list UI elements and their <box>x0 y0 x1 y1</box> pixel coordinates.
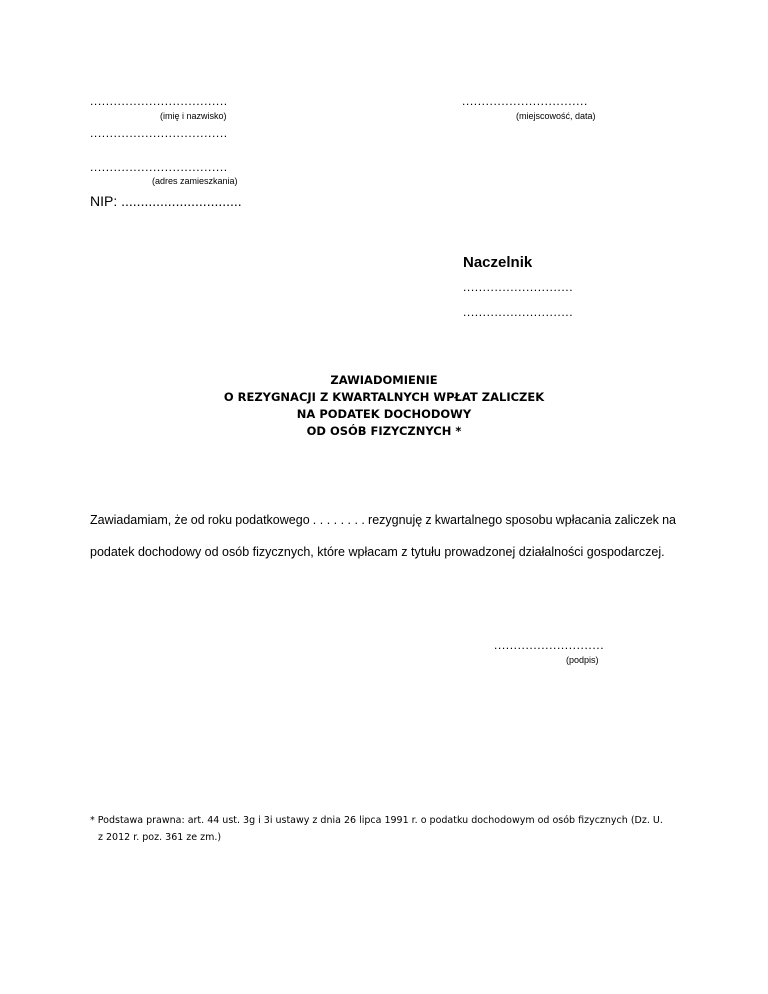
signature-caption: (podpis) <box>566 655 599 665</box>
body-word: z <box>425 513 432 527</box>
heading-line-4: OD OSÓB FIZYCZNYCH * <box>306 424 462 438</box>
body-word: roku <box>207 513 233 527</box>
recipient-field-line-2[interactable]: ............................ <box>463 305 574 319</box>
name-field-line[interactable]: ................................... <box>90 94 228 108</box>
address-field-line-2[interactable]: ................................... <box>90 160 228 174</box>
body-word: Zawiadamiam, <box>90 513 172 527</box>
recipient-field-line-1[interactable]: ............................ <box>463 280 574 294</box>
document-heading <box>0 372 768 440</box>
signature-field-line[interactable]: ............................ <box>494 638 605 652</box>
body-word: podatkowego <box>235 513 310 527</box>
recipient-title: Naczelnik <box>463 254 533 271</box>
footnote <box>90 812 663 846</box>
footnote-line-2: z 2012 r. poz. 361 ze zm.) <box>98 832 222 843</box>
place-date-caption: (miejscowość, data) <box>516 111 596 121</box>
heading-line-1: ZAWIADOMIENIE <box>330 373 438 387</box>
address-field-line-1[interactable]: ................................... <box>90 126 228 140</box>
footnote-line-1: * Podstawa prawna: art. 44 ust. 3g i 3i ustawy z dnia 26 lipca 1991 r. o podatku dochodowym od osób fizycznych (Dz. U. <box>90 815 663 826</box>
nip-field[interactable]: NIP: ............................... <box>90 193 242 209</box>
body-word: wpłacania <box>555 513 612 527</box>
name-caption: (imię i nazwisko) <box>160 111 227 121</box>
body-word: zaliczek <box>614 513 659 527</box>
body-word: na <box>662 513 676 527</box>
body-line-2: podatek dochodowy od osób fizycznych, które wpłacam z tytułu prowadzonej działalności gospodarczej. <box>90 545 665 559</box>
address-caption: (adres zamieszkania) <box>152 176 238 186</box>
tax-year-field[interactable]: . . . . . . . . <box>312 513 365 527</box>
body-line-1 <box>90 513 676 527</box>
body-word: sposobu <box>505 513 553 527</box>
heading-line-3: NA PODATEK DOCHODOWY <box>296 407 472 421</box>
body-word: że <box>174 513 188 527</box>
place-date-field-line[interactable]: ................................ <box>462 94 588 108</box>
body-word: od <box>190 513 205 527</box>
body-word: kwartalnego <box>434 513 503 527</box>
body-word: rezygnuję <box>368 513 423 527</box>
heading-line-2: O REZYGNACJI Z KWARTALNYCH WPŁAT ZALICZEK <box>223 390 545 404</box>
